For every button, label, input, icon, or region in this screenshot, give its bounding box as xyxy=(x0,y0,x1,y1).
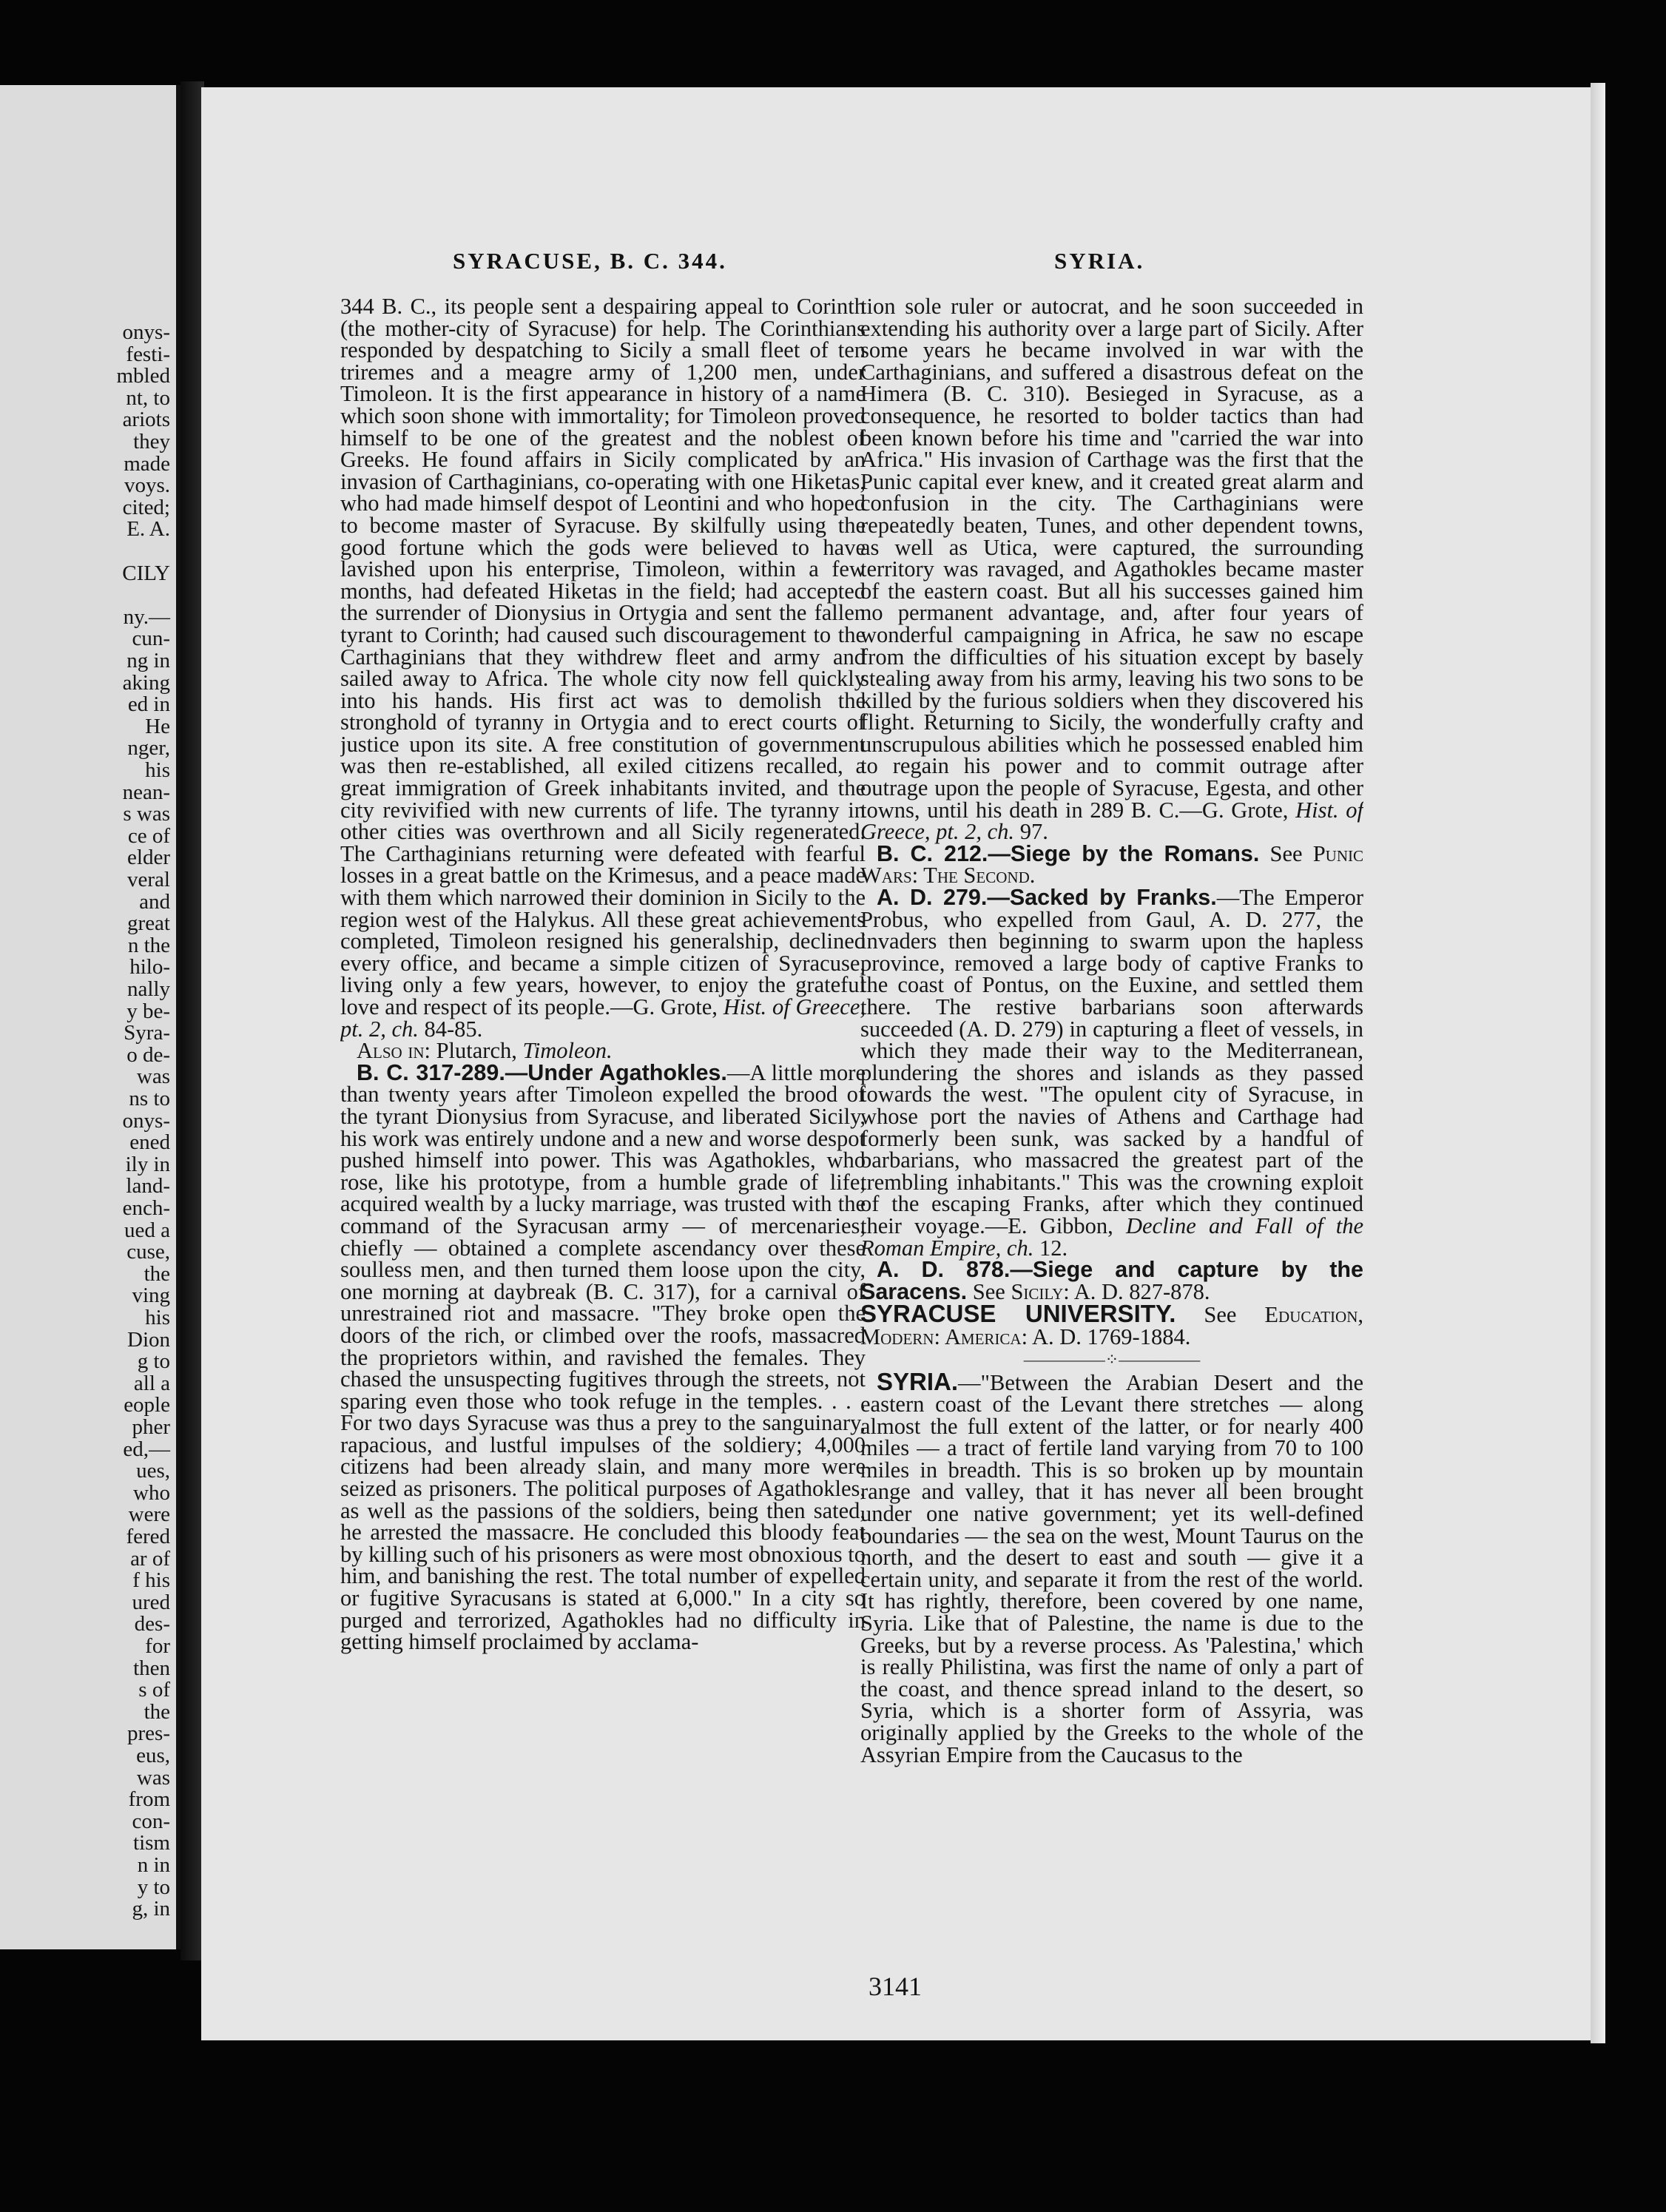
facing-page-fragment: ns to xyxy=(129,1087,170,1110)
facing-page-fragment: s was xyxy=(123,802,170,826)
paragraph: B. C. 317-289.—Under Agathokles.—A little more than twenty years after Timoleon expelled the brood of the tyrant Dionysius from Syracuse, and liberated Sicily, his work was entirely undone and a new and worse despot pushed himself into power. This was Agathokles, who rose, like his prototype, from a humble grade of life, acquired wealth by a lucky marriage, was trusted with the command of the Syracusan army — of mercenaries, chiefly — obtained a complete ascendancy over these soulless men, and then turned them loose upon the city, one morning at daybreak (B. C. 317), for a carnival of unrestrained riot and massacre. "They broke open the doors of the rich, or climbed over the roofs, massacred the proprietors within, and ravished the females. They chased the unsuspecting fugitives through the streets, not sparing even those who took refuge in the temples. . . . For two days Syracuse was thus a prey to the sanguinary, rapacious, and lustful impulses of the soldiery; 4,000 citizens had been already slain, and many more were seized as prisoners. The political purposes of Agathokles, as well as the passions of the soldiers, being then sated, he arrested the massacre. He concluded this bloody feat by killing such of his prisoners as were most obnoxious to him, and banishing the rest. The total number of expelled or fugitive Syracusans is stated at 6,000." In a city so purged and terrorized, Agathokles had no difficulty in getting himself proclaimed by acclama- xyxy=(340,1059,866,1655)
facing-page-fragment: hilo- xyxy=(129,955,170,979)
facing-page-fragment: then xyxy=(133,1656,170,1680)
facing-page-fragment: fered xyxy=(126,1525,170,1548)
facing-page-fragment: aking xyxy=(122,670,170,695)
section-heading: B. C. 317-289.—Under Agathokles. xyxy=(357,1059,727,1085)
facing-page-fragment: s of xyxy=(138,1678,170,1702)
facing-page-fragment: pres- xyxy=(127,1722,170,1746)
paragraph: A. D. 279.—Sacked by Franks.—The Emperor Probus, who expelled from Gaul, A. D. 277, the invaders then beginning to swarm upon the hapless province, removed a large body of captive Franks to the coast of Pontus, on the Euxine, and settled them there. The restive barbarians soon afterwards succeeded (A. D. 279) in capturing a fleet of vessels, in which they made their way to the Mediterranean, plundering the shores and islands as they passed towards the west. "The opulent city of Syracuse, in whose port the navies of Athens and Carthage had formerly been sunk, was sacked by a handful of barbarians, who massacred the greatest part of the trembling inhabitants." This was the crowning exploit of the escaping Franks, after which they continued their voyage.—E. Gibbon, Decline and Fall of the Roman Empire, ch. 12. xyxy=(860,885,1363,1261)
facing-page-fragment: cun- xyxy=(132,627,170,651)
facing-page-fragment: E. A. xyxy=(127,517,170,542)
paragraph: tion sole ruler or autocrat, and he soon succeeded in extending his authority over a large part of Sicily. After some years he became involved in war with the Carthaginians, and suffered a disastrous defeat on the Himera (B. C. 310). Besieged in Syracuse, as a consequence, he resorted to bolder tactics than had been known before his time and "carried the war into Africa." His invasion of Carthage was the first that the Punic capital ever knew, and it created great alarm and confusion in the city. The Carthaginians were repeatedly beaten, Tunes, and other dependent towns, as well as Utica, were captured, the surrounding territory was ravaged, and Agathokles became master of the eastern coast. But all his successes gained him no permanent advantage, and, after four years of wonderful campaigning in Africa, he saw no escape from the difficulties of his situation except by basely stealing away from his army, leaving his two sons to be killed by the furious soldiers when they discovered his flight. Returning to Sicily, the wonderfully crafty and unscrupulous abilities which he possessed enabled him to regain his power and to commit outrage after outrage upon the people of Syracuse, Egesta, and other towns, until his death in 289 B. C.—G. Grote, Hist. of Greece, pt. 2, ch. 97. xyxy=(860,296,1363,845)
section-ornament: —————⁘————— xyxy=(1023,1349,1201,1369)
facing-page-fragment: ues, xyxy=(136,1459,170,1483)
facing-page-fragment: nean- xyxy=(122,780,170,804)
facing-page-fragment: g, in xyxy=(132,1897,170,1921)
facing-page-fragment: great xyxy=(127,911,170,936)
facing-page-fragment: cited; xyxy=(122,495,170,519)
facing-page-fragment: ce of xyxy=(127,823,170,848)
section-heading: B. C. 212.—Siege by the Romans. xyxy=(877,840,1260,866)
facing-page-fragment: festi- xyxy=(126,342,170,366)
facing-page-fragment: ued a xyxy=(124,1218,170,1242)
facing-page-fragment: Dion xyxy=(127,1327,170,1352)
facing-page-fragment: y be- xyxy=(127,999,170,1023)
facing-page-fragment: o de- xyxy=(127,1042,170,1067)
facing-page-fragment: was xyxy=(136,1065,170,1089)
section-heading: A. D. 279.—Sacked by Franks. xyxy=(877,885,1217,911)
page-number: 3141 xyxy=(869,1972,922,2001)
facing-page-fragment: voys. xyxy=(124,473,170,498)
facing-page-fragment: n the xyxy=(127,933,170,957)
facing-page-fragment: onys- xyxy=(122,1108,170,1133)
facing-page-fragment: nger, xyxy=(127,736,170,761)
facing-page-fragment: his xyxy=(145,1306,170,1329)
facing-page-fragment: the xyxy=(144,1261,170,1286)
facing-page-fragment: ny.— xyxy=(123,604,170,629)
facing-page-fragment: ured xyxy=(132,1590,170,1614)
facing-page-fragment: mbled xyxy=(116,364,170,388)
facing-page-fragment: land- xyxy=(126,1174,170,1198)
facing-page-fragment: ed in xyxy=(127,692,170,717)
facing-page-fragment: He xyxy=(145,714,170,738)
facing-page-fragment: nally xyxy=(127,977,170,1001)
facing-page-fragment: des- xyxy=(134,1612,170,1636)
section-heading: A. D. 878.—Siege and capture by the Saracens. xyxy=(860,1257,1363,1304)
page-edge xyxy=(1591,83,1605,2043)
column-left xyxy=(340,296,866,1894)
paragraph: SYRIA.—"Between the Arabian Desert and the eastern coast of the Levant there stretches — along almost the full extent of the latter, or for nearly 400 miles — a tract of fertile land varying from 70 to 100 miles in breadth. This is so broken up by mountain range and valley, that it has never all been brought under one native government; yet its well-defined boundaries — the sea on the west, Mount Taurus on the north, and the desert to east and south — give it a certain unity, and separate it from the rest of the world. It has rightly, therefore, been covered by one name, Syria. Like that of Palestine, the name is due to the Greeks, but by a reverse process. As 'Palestina,' which is really Philistina, was first the name of only a part of the coast, and thence spread inland to the desert, so Syria, which is a shorter form of Assyria, was originally applied by the Greeks to the whole of the Assyrian Empire from the Caucasus to the xyxy=(860,1367,1363,1767)
also-in: Also in: Plutarch, Timoleon. xyxy=(357,1038,613,1064)
facing-page-fragment: g to xyxy=(137,1349,170,1374)
facing-page-fragment: ng in xyxy=(127,649,170,672)
facing-page-fragment: n in xyxy=(137,1853,170,1877)
facing-page-fragment: ar of xyxy=(130,1546,170,1571)
facing-page-fragment: tism xyxy=(133,1831,170,1855)
facing-page-fragment: eople xyxy=(124,1393,170,1417)
facing-page-fragment: ened xyxy=(129,1130,170,1155)
facing-page-fragment: eus, xyxy=(136,1744,170,1767)
facing-page-fragment: veral xyxy=(127,868,170,891)
facing-page-fragment: and xyxy=(139,889,170,914)
facing-page-fragment: who xyxy=(133,1480,170,1505)
facing-page-fragment: his xyxy=(145,758,170,782)
facing-page xyxy=(0,85,181,1949)
facing-page-fragment: ed,— xyxy=(123,1437,170,1461)
column-right xyxy=(860,296,1363,1894)
running-header-left: SYRACUSE, B. C. 344. xyxy=(453,248,727,274)
facing-page-fragment: for xyxy=(145,1634,170,1658)
facing-page-fragment: was xyxy=(136,1765,170,1790)
facing-page-fragment: ariots xyxy=(122,408,170,432)
entry-heading: SYRACUSE UNIVERSITY. xyxy=(860,1300,1176,1328)
entry-heading: SYRIA. xyxy=(877,1367,959,1395)
facing-page-fragment: all a xyxy=(133,1371,170,1395)
facing-page-fragment: nt, to xyxy=(126,385,170,410)
facing-page-fragment: made xyxy=(124,451,170,476)
paragraph: 344 B. C., its people sent a despairing appeal to Corinth (the mother-city of Syracuse) for help. The Corinthians responded by despatching to Sicily a small fleet of ten triremes and a meagre army of 1,200 men, under Timoleon. It is the first appearance in history of a name which soon shone with immortality; for Timoleon proved himself to be one of the greatest and the noblest of Greeks. He found affairs in Sicily complicated by an invasion of Carthaginians, co-operating with one Hiketas, who had made himself despot of Leontini and who hoped to become master of Syracuse. By skilfully using the good fortune which the gods were believed to have lavished upon his enterprise, Timoleon, within a few months, had defeated Hiketas in the field; had accepted the surrender of Dionysius in Ortygia and sent the fallen tyrant to Corinth; had caused such discouragement to the Carthaginians that they withdrew fleet and army and sailed away to Africa. The whole city now fell quickly into his hands. His first act was to demolish the stronghold of tyranny in Ortygia and to erect courts of justice upon its site. A free constitution of government was then re-established, all exiled citizens recalled, a great immigration of Greek inhabitants invited, and the city revivified with new currents of life. The tyranny in other cities was overthrown and all Sicily regenerated. The Carthaginians returning were defeated with fearful losses in a great battle on the Krimesus, and a peace made with them which narrowed their dominion in Sicily to the region west of the Halykus. All these great achievements completed, Timoleon resigned his generalship, declined every office, and became a simple citizen of Syracuse, living only a few years, however, to enjoy the grateful love and respect of its people.—G. Grote, Hist. of Greece, pt. 2, ch. 84-85. xyxy=(340,296,866,1042)
facing-page-fragment: ving xyxy=(132,1284,170,1308)
facing-page-fragment: ench- xyxy=(122,1196,170,1220)
facing-page-fragment: from xyxy=(128,1787,170,1812)
facing-page-fragment: y to xyxy=(137,1875,170,1899)
facing-page-fragment: the xyxy=(144,1699,170,1724)
facing-page-fragment: elder xyxy=(127,846,170,870)
facing-page-fragment: they xyxy=(133,430,170,453)
facing-page-fragment: were xyxy=(128,1503,170,1527)
facing-page-fragment: onys- xyxy=(122,320,170,344)
facing-page-fragment: cuse, xyxy=(127,1240,170,1264)
running-header-right: SYRIA. xyxy=(1054,248,1145,274)
facing-page-fragment: con- xyxy=(132,1809,170,1833)
facing-page-fragment: CILY xyxy=(122,561,170,585)
paragraph: A. D. 878.—Siege and capture by the Saracens. See Sicily: A. D. 827-878. xyxy=(860,1257,1363,1304)
facing-page-fragment: ily in xyxy=(125,1152,170,1176)
facing-page-fragment: Syra- xyxy=(124,1021,170,1045)
paragraph: SYRACUSE UNIVERSITY. See Education, Modern: America: A. D. 1769-1884. xyxy=(860,1300,1363,1349)
paragraph: B. C. 212.—Siege by the Romans. See Punic Wars: The Second. xyxy=(860,840,1363,888)
facing-page-fragment: f his xyxy=(132,1568,170,1593)
facing-page-fragment: pher xyxy=(132,1415,170,1439)
